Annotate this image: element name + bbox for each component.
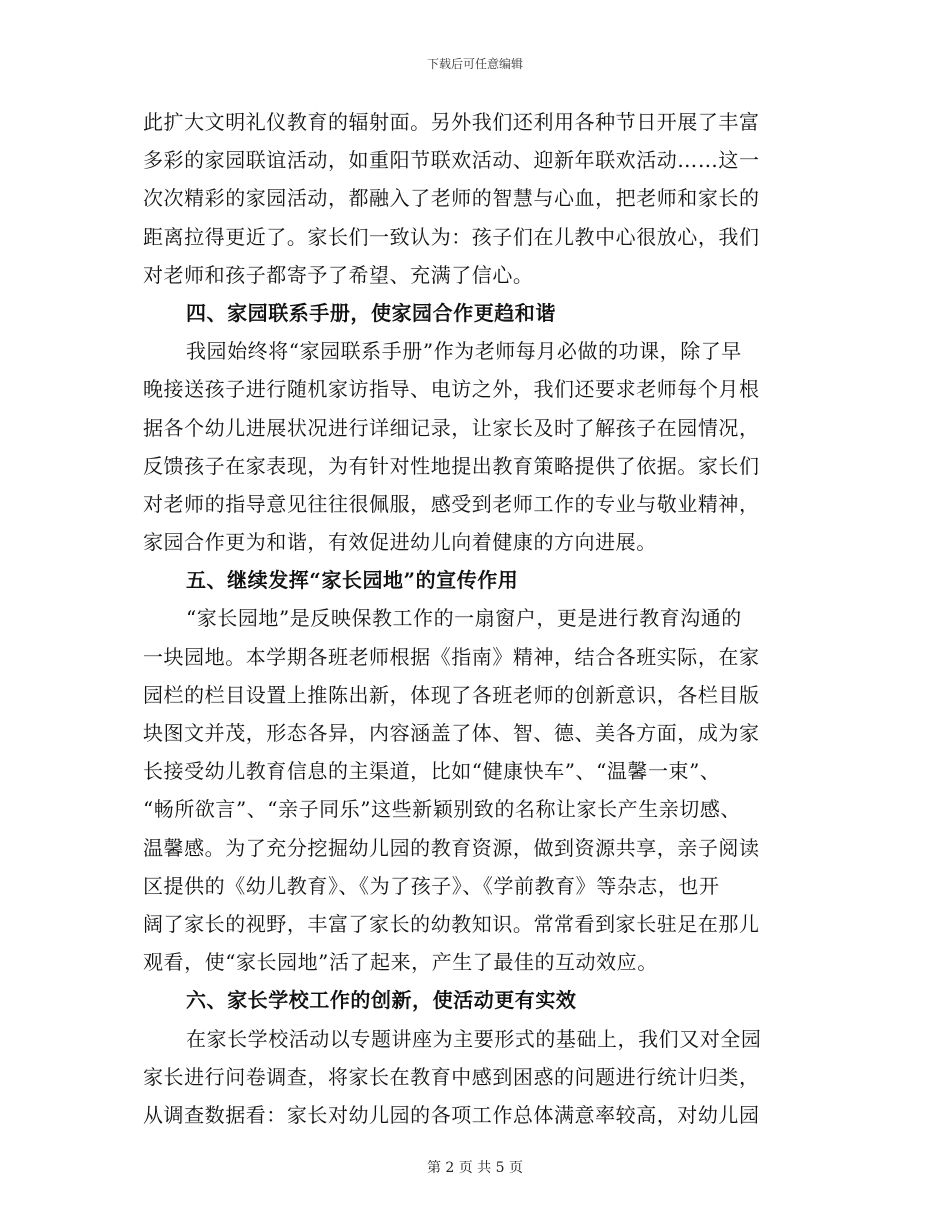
section-heading: 四、家园联系手册，使家园合作更趋和谐 [186,300,556,325]
section-heading: 六、家长学校工作的创新，使活动更有实效 [186,988,577,1013]
paragraph-line: 家长进行问卷调查，将家长在教育中感到困惑的问题进行统计归类， [143,1064,760,1089]
paragraph-line: 一块园地。本学期各班老师根据《指南》精神，结合各班实际，在家 [143,644,760,669]
page-header: 下载后可任意编辑 [426,57,523,71]
paragraph-line: 在家长学校活动以专题讲座为主要形式的基础上，我们又对全园 [186,1026,762,1051]
paragraph-line: 对老师和孩子都寄予了希望、充满了信心。 [143,262,534,287]
paragraph-line: 距离拉得更近了。家长们一致认为：孩子们在儿教中心很放心，我们 [143,224,760,249]
page-footer: 第 2 页 共 5 页 [426,1160,524,1176]
paragraph-line: 我园始终将“家园联系手册”作为老师每月必做的功课，除了早 [186,339,742,364]
paragraph-line: 块图文并茂，形态各异，内容涵盖了体、智、德、美各方面，成为家 [143,721,760,745]
paragraph-line: 此扩大文明礼仪教育的辐射面。另外我们还利用各种节日开展了丰富 [143,110,760,134]
document-body [143,103,823,1134]
paragraph-line: 观看，使“家长园地”活了起来，产生了最佳的互动效应。 [143,950,658,975]
paragraph-line: 多彩的家园联谊活动，如重阳节联欢活动、迎新年联欢活动……这一 [143,148,760,173]
paragraph-line: 园栏的栏目设置上推陈出新，体现了各班老师的创新意识，各栏目版 [143,682,760,707]
section-heading: 五、继续发挥“家长园地”的宣传作用 [186,568,519,593]
paragraph-line: 家园合作更为和谐，有效促进幼儿向着健康的方向进展。 [143,530,657,555]
paragraph-line: 次次精彩的家园活动，都融入了老师的智慧与心血，把老师和家长的 [143,186,760,211]
paragraph-line: 区提供的《幼儿教育》、《为了孩子》、《学前教育》等杂志，也开 [143,873,720,898]
paragraph-line: 对老师的指导意见往往很佩服，感受到老师工作的专业与敬业精神， [143,491,760,516]
paragraph-line: 温馨感。为了充分挖掘幼儿园的教育资源，做到资源共享，亲子阅读 [143,835,760,860]
paragraph-line: “家长园地”是反映保教工作的一扇窗户，更是进行教育沟通的 [186,606,742,631]
paragraph-line: 从调查数据看：家长对幼儿园的各项工作总体满意率较高，对幼儿园 [143,1102,760,1127]
paragraph-line: 长接受幼儿教育信息的主渠道，比如“健康快车”、“温馨一束”、 [143,759,721,784]
paragraph-line: “畅所欲言”、“亲子同乐”这些新颖别致的名称让家长产生亲切感、 [143,797,741,822]
paragraph-line: 反馈孩子在家表现，为有针对性地提出教育策略提供了依据。家长们 [143,453,760,478]
paragraph-line: 阔了家长的视野，丰富了家长的幼教知识。常常看到家长驻足在那儿 [143,911,760,936]
paragraph-line: 据各个幼儿进展状况进行详细记录，让家长及时了解孩子在园情况， [143,415,760,440]
paragraph-line: 晚接送孩子进行随机家访指导、电访之外，我们还要求老师每个月根 [143,377,760,402]
